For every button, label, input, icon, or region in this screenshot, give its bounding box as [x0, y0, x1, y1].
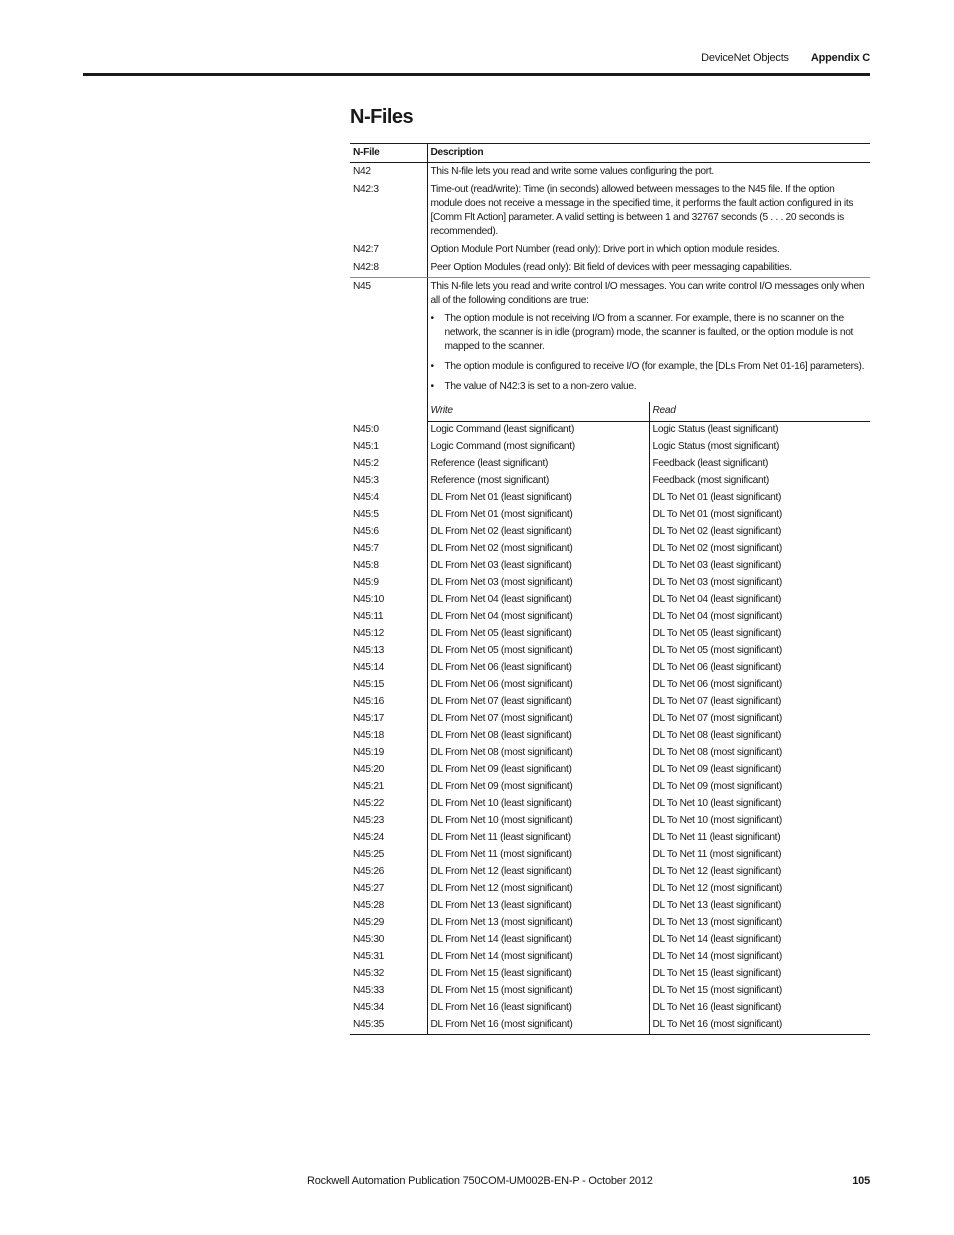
write-cell: DL From Net 11 (most significant) [427, 847, 649, 864]
write-cell: DL From Net 09 (most significant) [427, 779, 649, 796]
table-row [350, 847, 870, 864]
write-column-label: Write [427, 402, 649, 422]
read-cell: DL To Net 13 (most significant) [652, 917, 782, 928]
table-row [350, 163, 870, 182]
read-cell: DL To Net 06 (least significant) [652, 662, 782, 673]
n42-section [350, 163, 870, 278]
header-appendix: Appendix C [810, 52, 870, 64]
write-cell: DL From Net 15 (most significant) [427, 983, 649, 1000]
write-cell: DL From Net 16 (least significant) [427, 1000, 649, 1017]
n45-intro: This N-file lets you read and write control I/O messages. You can write control I/O messages only when all of the following conditions are true: [430, 281, 865, 306]
write-cell: DL From Net 02 (most significant) [427, 541, 649, 558]
page-number: 105 [852, 1175, 870, 1187]
read-cell: DL To Net 10 (most significant) [652, 815, 782, 826]
write-read-header-row [350, 402, 870, 422]
nfile-cell: N45:27 [350, 881, 427, 898]
table-row [350, 1000, 870, 1017]
header-section: DeviceNet Objects [701, 52, 789, 64]
read-cell: DL To Net 10 (least significant) [652, 798, 782, 809]
write-cell: DL From Net 02 (least significant) [427, 524, 649, 541]
nfile-cell: N45:35 [350, 1017, 427, 1035]
table-row [350, 779, 870, 796]
read-cell: DL To Net 08 (most significant) [652, 747, 782, 758]
table-row [350, 915, 870, 932]
table-row [350, 762, 870, 779]
nfile-cell: N45:23 [350, 813, 427, 830]
table-row [350, 932, 870, 949]
write-cell: DL From Net 09 (least significant) [427, 762, 649, 779]
write-cell: DL From Net 04 (least significant) [427, 592, 649, 609]
read-cell: DL To Net 05 (least significant) [652, 628, 782, 639]
table-row [350, 949, 870, 966]
read-cell: DL To Net 11 (least significant) [652, 832, 781, 843]
read-cell: DL To Net 02 (most significant) [652, 543, 782, 554]
nfile-cell: N45 [350, 278, 427, 403]
n45-section [350, 278, 870, 422]
table-row [350, 796, 870, 813]
read-cell: DL To Net 09 (most significant) [652, 781, 782, 792]
table-row [350, 864, 870, 881]
read-cell: DL To Net 05 (most significant) [652, 645, 782, 656]
nfile-cell: N45:20 [350, 762, 427, 779]
table-row [350, 473, 870, 490]
read-cell: DL To Net 15 (least significant) [652, 968, 782, 979]
nfile-cell: N45:7 [350, 541, 427, 558]
nfile-cell: N45:25 [350, 847, 427, 864]
table-row [350, 575, 870, 592]
write-cell: Logic Command (most significant) [427, 439, 649, 456]
table-row [350, 694, 870, 711]
read-cell: DL To Net 06 (most significant) [652, 679, 782, 690]
read-cell: Logic Status (most significant) [652, 441, 780, 452]
read-cell: DL To Net 08 (least significant) [652, 730, 782, 741]
column-header-nfile: N-File [350, 144, 427, 163]
description-cell [427, 278, 870, 403]
write-cell: DL From Net 13 (least significant) [427, 898, 649, 915]
nfile-cell: N45:21 [350, 779, 427, 796]
write-cell: DL From Net 05 (most significant) [427, 643, 649, 660]
write-cell: DL From Net 10 (most significant) [427, 813, 649, 830]
footer-publication: Rockwell Automation Publication 750COM-UM002B-EN-P - October 2012 [307, 1175, 653, 1187]
table-row [350, 558, 870, 575]
table-row [350, 1017, 870, 1035]
table-row [350, 592, 870, 609]
table-row [350, 524, 870, 541]
table-row [350, 609, 870, 626]
description-cell: Peer Option Modules (read only): Bit field of devices with peer messaging capabilities. [427, 259, 870, 278]
read-cell: DL To Net 07 (most significant) [652, 713, 782, 724]
conditions-list [431, 312, 868, 394]
table-row [350, 456, 870, 473]
nfile-cell: N45:28 [350, 898, 427, 915]
table-row [350, 728, 870, 745]
list-item: • The value of N42:3 is set to a non-zero value. [431, 380, 868, 394]
read-cell: DL To Net 04 (least significant) [652, 594, 782, 605]
table-row [350, 660, 870, 677]
read-cell: Feedback (least significant) [652, 458, 769, 469]
nfile-cell: N45:33 [350, 983, 427, 1000]
nfile-cell: N45:22 [350, 796, 427, 813]
table-row [350, 830, 870, 847]
nfile-cell: N45:13 [350, 643, 427, 660]
nfile-cell: N45:30 [350, 932, 427, 949]
nfile-cell: N45:12 [350, 626, 427, 643]
write-cell: DL From Net 14 (most significant) [427, 949, 649, 966]
nfile-cell: N45:34 [350, 1000, 427, 1017]
page-header [701, 52, 870, 64]
write-cell: DL From Net 15 (least significant) [427, 966, 649, 983]
write-cell: DL From Net 12 (most significant) [427, 881, 649, 898]
read-cell: DL To Net 01 (most significant) [652, 509, 782, 520]
write-cell: DL From Net 08 (most significant) [427, 745, 649, 762]
nfile-cell: N45:16 [350, 694, 427, 711]
read-cell: DL To Net 12 (least significant) [652, 866, 782, 877]
table-row [350, 711, 870, 728]
read-cell: DL To Net 12 (most significant) [652, 883, 782, 894]
read-cell: DL To Net 13 (least significant) [652, 900, 782, 911]
write-cell: DL From Net 13 (most significant) [427, 915, 649, 932]
write-cell: DL From Net 08 (least significant) [427, 728, 649, 745]
write-cell: DL From Net 01 (least significant) [427, 490, 649, 507]
table-row [350, 278, 870, 403]
description-cell: Option Module Port Number (read only): Drive port in which option module resides. [430, 244, 780, 255]
nfile-cell: N42 [350, 163, 427, 182]
read-cell: Feedback (most significant) [652, 475, 769, 486]
write-cell: DL From Net 11 (least significant) [427, 830, 649, 847]
nfile-cell: N45:31 [350, 949, 427, 966]
table-row [350, 983, 870, 1000]
write-cell: DL From Net 07 (most significant) [427, 711, 649, 728]
read-cell: DL To Net 11 (most significant) [652, 849, 782, 860]
description-cell: This N-file lets you read and write some values configuring the port. [430, 166, 714, 177]
table-row [350, 490, 870, 507]
nfile-cell: N45:15 [350, 677, 427, 694]
read-cell: DL To Net 16 (least significant) [652, 1002, 782, 1013]
table-row [350, 898, 870, 915]
table-header-row [350, 144, 870, 163]
nfile-cell: N45:4 [350, 490, 427, 507]
table-row [350, 422, 870, 440]
nfile-cell: N45:0 [350, 422, 427, 440]
write-cell: DL From Net 12 (least significant) [427, 864, 649, 881]
table-row [350, 813, 870, 830]
nfile-cell: N45:8 [350, 558, 427, 575]
nfile-cell: N45:10 [350, 592, 427, 609]
write-cell: DL From Net 07 (least significant) [427, 694, 649, 711]
read-cell: DL To Net 02 (least significant) [652, 526, 782, 537]
nfile-cell: N45:11 [350, 609, 427, 626]
nfile-cell: N45:29 [350, 915, 427, 932]
list-item: • The option module is configured to receive I/O (for example, the [DLs From Net 01-16] parameters). [431, 360, 868, 374]
table-row [350, 241, 870, 259]
table-row [350, 541, 870, 558]
table-row [350, 181, 870, 241]
nfile-cell: N45:2 [350, 456, 427, 473]
nfile-cell: N45:14 [350, 660, 427, 677]
write-cell: DL From Net 06 (most significant) [427, 677, 649, 694]
read-cell: DL To Net 14 (most significant) [652, 951, 782, 962]
nfile-cell: N42:8 [350, 259, 427, 278]
read-cell: DL To Net 15 (most significant) [652, 985, 782, 996]
write-cell: DL From Net 16 (most significant) [427, 1017, 649, 1035]
nfile-cell: N45:19 [350, 745, 427, 762]
nfile-cell: N45:9 [350, 575, 427, 592]
header-rule [83, 73, 870, 76]
write-cell: DL From Net 06 (least significant) [427, 660, 649, 677]
read-cell: DL To Net 03 (most significant) [652, 577, 782, 588]
table-row [350, 507, 870, 524]
write-cell: DL From Net 01 (most significant) [427, 507, 649, 524]
nfile-cell: N45:6 [350, 524, 427, 541]
read-column-label: Read [649, 402, 870, 422]
nfile-cell: N45:5 [350, 507, 427, 524]
write-cell: Reference (least significant) [427, 456, 649, 473]
table-row [350, 626, 870, 643]
nfiles-table [350, 143, 870, 1035]
write-cell: Logic Command (least significant) [427, 422, 649, 440]
write-cell: DL From Net 14 (least significant) [427, 932, 649, 949]
nfile-cell: N42:3 [350, 181, 427, 241]
read-cell: DL To Net 16 (most significant) [649, 1017, 870, 1035]
nfile-cell: N45:1 [350, 439, 427, 456]
write-cell: DL From Net 03 (most significant) [427, 575, 649, 592]
nfile-cell: N42:7 [350, 241, 427, 259]
nfile-cell: N45:3 [350, 473, 427, 490]
nfile-cell: N45:18 [350, 728, 427, 745]
read-cell: DL To Net 14 (least significant) [652, 934, 782, 945]
nfile-cell: N45:24 [350, 830, 427, 847]
table-row [350, 881, 870, 898]
write-cell: DL From Net 05 (least significant) [427, 626, 649, 643]
write-cell: DL From Net 04 (most significant) [427, 609, 649, 626]
write-cell: DL From Net 03 (least significant) [427, 558, 649, 575]
write-cell: DL From Net 10 (least significant) [427, 796, 649, 813]
read-cell: DL To Net 09 (least significant) [652, 764, 782, 775]
n45-register-rows [350, 422, 870, 1035]
list-item: • The option module is not receiving I/O from a scanner. For example, there is no scanner on the network, the scanner is in idle (program) mode, the scanner is faulted, or the option module is not mapped to the scanner. [431, 312, 868, 354]
description-cell: Time-out (read/write): Time (in seconds) allowed between messages to the N45 file. If the option module does not receive a message in the specified time, it performs the fault action configured in its [Comm Flt Action] parameter. A valid setting is between 1 and 32767 seconds (5 . . . 20 seconds is recommended). [430, 184, 854, 237]
read-cell: DL To Net 03 (least significant) [652, 560, 782, 571]
nfile-cell: N45:17 [350, 711, 427, 728]
read-cell: DL To Net 01 (least significant) [652, 492, 782, 503]
write-cell: Reference (most significant) [427, 473, 649, 490]
column-header-description: Description [427, 144, 870, 163]
table-row [350, 439, 870, 456]
read-cell: DL To Net 04 (most significant) [652, 611, 782, 622]
read-cell: Logic Status (least significant) [652, 424, 779, 435]
table-row [350, 259, 870, 278]
nfile-cell: N45:26 [350, 864, 427, 881]
page-title: N-Files [350, 106, 414, 128]
read-cell: DL To Net 07 (least significant) [652, 696, 782, 707]
table-row [350, 643, 870, 660]
table-row [350, 745, 870, 762]
table-row [350, 677, 870, 694]
table-row [350, 966, 870, 983]
nfile-cell: N45:32 [350, 966, 427, 983]
